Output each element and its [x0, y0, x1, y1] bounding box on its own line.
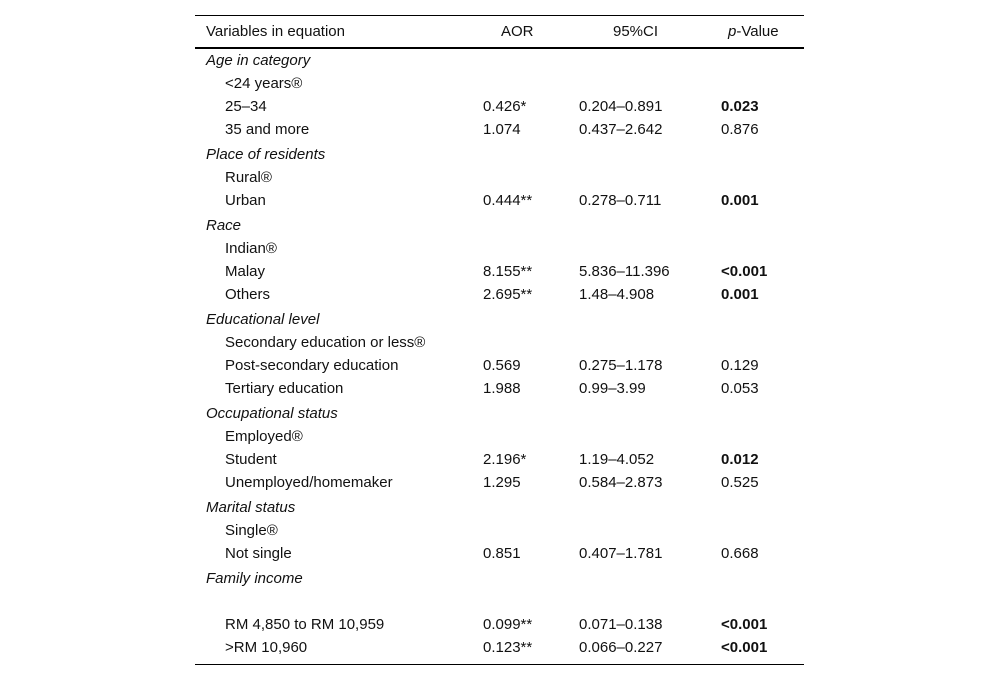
row-ci: 0.584–2.873	[579, 474, 663, 491]
row-p-value: 0.053	[721, 380, 759, 397]
bottom-rule	[195, 664, 804, 665]
row-label: Urban	[225, 192, 266, 209]
category-row-residence	[195, 143, 804, 166]
category-row-occupation	[195, 402, 804, 425]
table-row	[195, 542, 804, 565]
regression-table	[195, 15, 804, 665]
category-title: Family income	[206, 570, 303, 587]
table-row	[195, 471, 804, 494]
row-aor: 2.695**	[483, 286, 533, 303]
table-row	[195, 636, 804, 659]
row-p-value: 0.001	[721, 286, 759, 303]
category-title: Occupational status	[206, 405, 338, 422]
row-aor: 0.569	[483, 357, 521, 374]
row-ci: 0.066–0.227	[579, 639, 663, 656]
table-row	[195, 613, 804, 636]
row-label: 35 and more	[225, 121, 310, 138]
row-label: Secondary education or less®	[225, 334, 426, 351]
table-row	[195, 166, 804, 189]
row-p-value: 0.012	[721, 451, 759, 468]
row-ci: 0.275–1.178	[579, 357, 663, 374]
category-row-education	[195, 308, 804, 331]
row-label: >RM 10,960	[225, 639, 308, 656]
row-p-value: 0.876	[721, 121, 759, 138]
row-label: Not single	[225, 545, 292, 562]
row-aor: 1.988	[483, 380, 521, 397]
row-ci: 0.204–0.891	[579, 98, 663, 115]
row-label: 25–34	[225, 98, 267, 115]
table-row	[195, 354, 804, 377]
category-title: Place of residents	[206, 146, 326, 163]
row-p-value: 0.023	[721, 98, 759, 115]
row-aor: 0.851	[483, 545, 521, 562]
row-label: Employed®	[225, 428, 303, 445]
row-label: Rural®	[225, 169, 272, 186]
row-ci: 0.278–0.711	[579, 192, 662, 209]
row-label: Malay	[225, 263, 266, 280]
row-ci: 5.836–11.396	[579, 263, 670, 280]
category-row-age	[195, 49, 804, 72]
row-ci: 1.19–4.052	[579, 451, 655, 468]
row-ci: 0.437–2.642	[579, 121, 663, 138]
table-row	[195, 283, 804, 306]
row-label: Post-secondary education	[225, 357, 399, 374]
header-ci: 95%CI	[613, 23, 659, 40]
table-header-row	[195, 16, 804, 47]
category-title: Age in category	[206, 52, 311, 69]
category-row-income	[195, 567, 804, 590]
row-label: Student	[225, 451, 277, 468]
row-ci: 1.48–4.908	[579, 286, 655, 303]
row-p-value: <0.001	[721, 639, 768, 656]
table-row	[195, 448, 804, 471]
table-row	[195, 95, 804, 118]
row-label: Tertiary education	[225, 380, 344, 397]
row-aor: 1.074	[483, 121, 521, 138]
table-row	[195, 237, 804, 260]
row-label: Single®	[225, 522, 278, 539]
table-row	[195, 72, 804, 95]
blank-row	[195, 590, 804, 613]
header-p-rest: -Value	[736, 23, 779, 40]
table-row	[195, 260, 804, 283]
row-p-value: 0.129	[721, 357, 759, 374]
row-label: RM 4,850 to RM 10,959	[225, 616, 385, 633]
row-p-value: <0.001	[721, 263, 768, 280]
header-variables: Variables in equation	[206, 23, 345, 40]
row-aor: 8.155**	[483, 263, 533, 280]
header-p-italic: p	[728, 23, 737, 40]
table-row	[195, 377, 804, 400]
table-row	[195, 425, 804, 448]
row-p-value: 0.525	[721, 474, 759, 491]
row-aor: 0.426*	[483, 98, 527, 115]
row-label: Unemployed/homemaker	[225, 474, 393, 491]
row-ci: 0.071–0.138	[579, 616, 663, 633]
table-row	[195, 519, 804, 542]
row-aor: 2.196*	[483, 451, 527, 468]
row-aor: 1.295	[483, 474, 521, 491]
row-ci: 0.407–1.781	[579, 545, 663, 562]
row-label: <24 years®	[225, 75, 303, 92]
row-ci: 0.99–3.99	[579, 380, 646, 397]
row-p-value: 0.668	[721, 545, 759, 562]
category-row-marital	[195, 496, 804, 519]
row-p-value: 0.001	[721, 192, 759, 209]
header-aor: AOR	[501, 23, 534, 40]
category-title: Race	[206, 217, 242, 234]
row-label: Indian®	[225, 240, 277, 257]
row-p-value: <0.001	[721, 616, 768, 633]
row-aor: 0.123**	[483, 639, 533, 656]
row-label: Others	[225, 286, 271, 303]
table-row	[195, 118, 804, 141]
category-title: Educational level	[206, 311, 320, 328]
row-aor: 0.099**	[483, 616, 533, 633]
category-title: Marital status	[206, 499, 296, 516]
category-row-race	[195, 214, 804, 237]
table-row	[195, 331, 804, 354]
row-aor: 0.444**	[483, 192, 533, 209]
header-p-value	[728, 16, 779, 47]
table-row	[195, 189, 804, 212]
